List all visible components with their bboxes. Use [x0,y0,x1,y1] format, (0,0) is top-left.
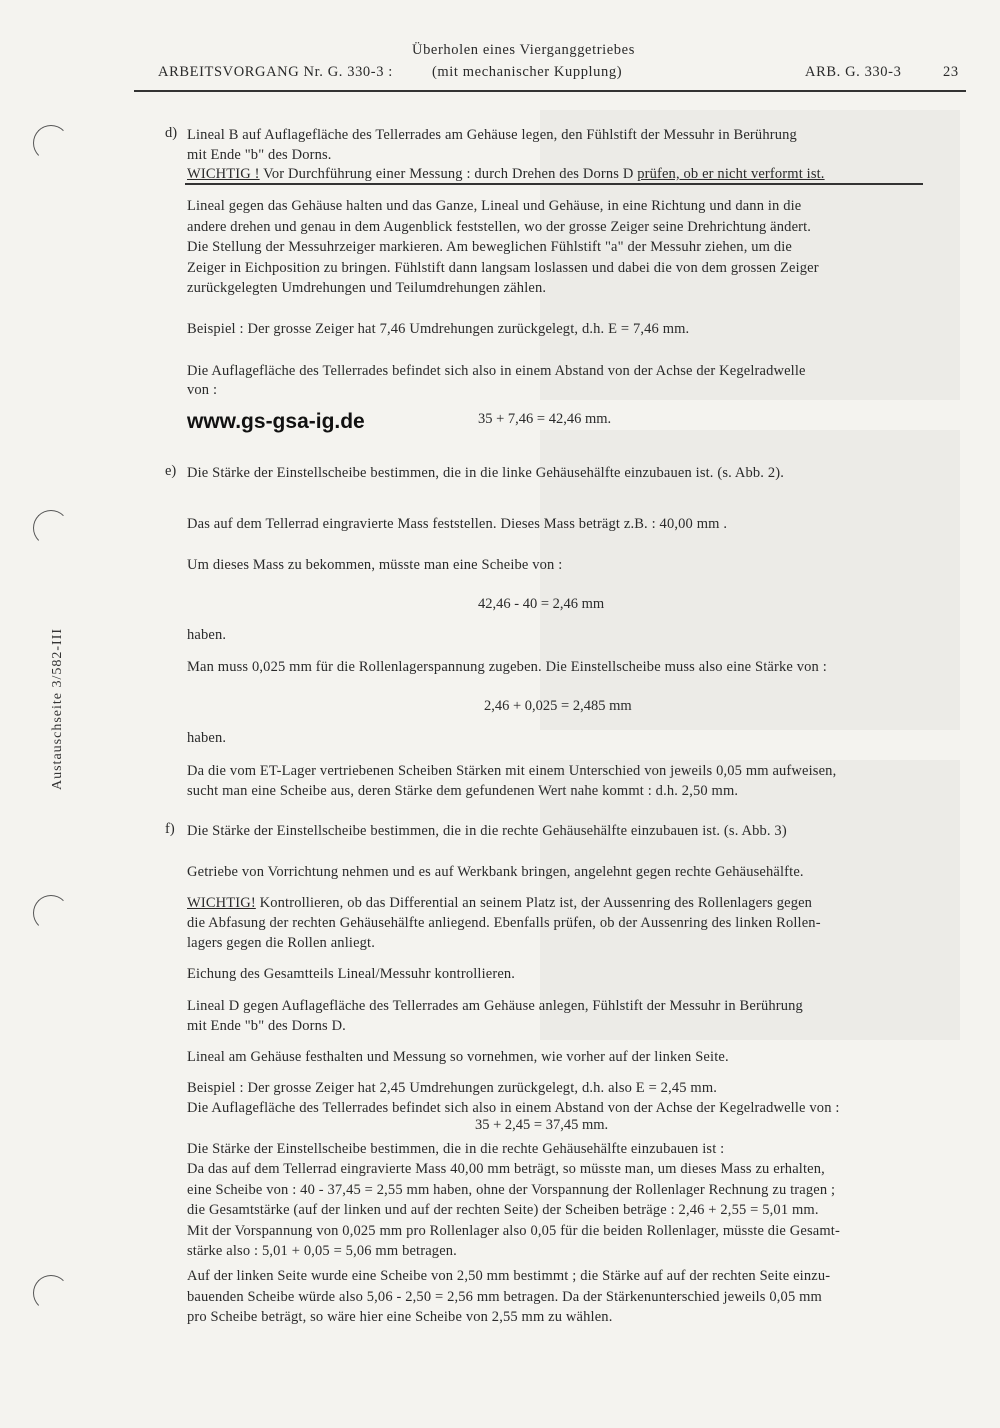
section-f-line2: Getriebe von Vorrichtung nehmen und es auf Werkbank bringen, angelehnt gegen rechte Gehäusehälfte. [187,864,804,880]
section-e-line5-l2: sucht man eine Scheibe aus, deren Stärke dem gefundenen Wert nahe kommt : d.h. 2,50 mm. [187,783,739,799]
warning-text-underlined: prüfen, ob er nicht verformt ist. [637,166,825,182]
section-e-formula1: 42,46 - 40 = 2,46 mm [478,596,605,612]
section-e-line3: Um dieses Mass zu bekommen, müsste man eine Scheibe von : [187,557,563,573]
section-f-warning-l2: die Abfasung der rechten Gehäusehälfte anliegend. Ebenfalls prüfen, ob der Aussenring des linken Rollen- [187,915,821,931]
section-f-line8: Da das auf dem Tellerrad eingravierte Mass 40,00 mm beträgt, so müsste man, um dieses Mass zu erhalten, [187,1161,825,1177]
section-f-formula: 35 + 2,45 = 37,45 mm. [475,1117,609,1133]
watermark-url: www.gs-gsa-ig.de [187,410,365,433]
section-f-line12: stärke also : 5,01 + 0,05 = 5,06 mm betragen. [187,1243,457,1259]
section-d-warning [187,164,962,184]
section-f-line7: Die Stärke der Einstellscheibe bestimmen, die in die rechte Gehäusehälfte einzubauen ist : [187,1141,725,1157]
section-d-para3-l2: von : [187,382,218,398]
side-text: Austauschseite 3/582-III [50,627,65,790]
section-f-example: Beispiel : Der grosse Zeiger hat 2,45 Umdrehungen zurückgelegt, d.h. also E = 2,45 mm. [187,1080,718,1096]
punch-hole [33,895,69,931]
warning-rule [185,183,923,185]
section-d-para2-l2: andere drehen und genau in dem Augenblick feststellen, wo der grosse Zeiger seine Drehrichtung ändert. [187,219,812,235]
section-f-line11: Mit der Vorspannung von 0,025 mm pro Rollenlager also 0,05 für die beiden Rollenlager, müsste die Gesamt- [187,1223,840,1239]
section-d-para2-l3: Die Stellung der Messuhrzeiger markieren. Am beweglichen Fühlstift "a" der Messuhr ziehen, um die [187,239,793,255]
section-e-line1: Die Stärke der Einstellscheibe bestimmen, die in die linke Gehäusehälfte einzubauen ist. (s. Abb. 2). [187,465,784,481]
header-title-line1: Überholen eines Vierganggetriebes [412,42,635,58]
warning-label: WICHTIG! [187,895,256,911]
section-d-para2-l1: Lineal gegen das Gehäuse halten und das Ganze, Lineal und Gehäuse, in eine Richtung und dann in die [187,198,802,214]
section-f-line15: pro Scheibe beträgt, so wäre hier eine Scheibe von 2,55 mm zu wählen. [187,1309,613,1325]
warning-text: Vor Durchführung einer Messung : durch Drehen des Dorns D [259,166,638,182]
page-number: 23 [943,64,959,80]
section-d-label: d) [165,125,178,141]
punch-hole [33,510,69,546]
section-e-line4: Man muss 0,025 mm für die Rollenlagerspannung zugeben. Die Einstellscheibe muss also eine Stärke von : [187,659,827,675]
section-d-para1-line1: Lineal B auf Auflagefläche des Tellerrades am Gehäuse legen, den Fühlstift der Messuhr in Berührung [187,127,797,143]
section-e-haben2: haben. [187,730,227,746]
section-f-label: f) [165,821,175,837]
section-e-line2: Das auf dem Tellerrad eingravierte Mass feststellen. Dieses Mass beträgt z.B. : 40,00 mm . [187,516,728,532]
section-d-example: Beispiel : Der grosse Zeiger hat 7,46 Umdrehungen zurückgelegt, d.h. E = 7,46 mm. [187,321,690,337]
section-f-warning-l1 [187,893,962,913]
section-f-line6: Die Auflagefläche des Tellerrades befindet sich also in einem Abstand von der Achse der Kegelradwelle von : [187,1100,840,1116]
section-e-line5-l1: Da die vom ET-Lager vertriebenen Scheiben Stärken mit einem Unterschied von jeweils 0,05 mm aufweisen, [187,763,837,779]
header-right: ARB. G. 330-3 [805,64,902,80]
header-rule [134,90,966,92]
section-f-warning-l3: lagers gegen die Rollen anliegt. [187,935,376,951]
warning-text: Kontrollieren, ob das Differential an seinem Platz ist, der Aussenring des Rollenlagers gegen [255,895,813,911]
section-d-para3-l1: Die Auflagefläche des Tellerrades befindet sich also in einem Abstand von der Achse der Kegelradwelle [187,363,806,379]
punch-hole [33,1275,69,1311]
section-f-line5: Lineal am Gehäuse festhalten und Messung so vornehmen, wie vorher auf der linken Seite. [187,1049,729,1065]
section-f-line13: Auf der linken Seite wurde eine Scheibe von 2,50 mm bestimmt ; die Stärke auf auf der rechten Seite einzu- [187,1268,831,1284]
header-title-line2: (mit mechanischer Kupplung) [432,64,623,80]
section-d-para1-line2: mit Ende "b" des Dorns. [187,147,332,163]
section-f-line9: eine Scheibe von : 40 - 37,45 = 2,55 mm haben, ohne der Vorspannung der Rollenlager Rechnung zu tragen ; [187,1182,836,1198]
warning-label: WICHTIG ! [187,166,260,182]
section-e-label: e) [165,463,177,479]
punch-hole [33,125,69,161]
section-f-line4-l2: mit Ende "b" des Dorns D. [187,1018,346,1034]
section-f-line4-l1: Lineal D gegen Auflagefläche des Tellerrades am Gehäuse anlegen, Fühlstift der Messuhr in Berührung [187,998,803,1014]
section-e-formula2: 2,46 + 0,025 = 2,485 mm [484,698,632,714]
section-d-formula: 35 + 7,46 = 42,46 mm. [478,411,612,427]
section-f-line3: Eichung des Gesamtteils Lineal/Messuhr kontrollieren. [187,966,516,982]
section-f-line1: Die Stärke der Einstellscheibe bestimmen, die in die rechte Gehäusehälfte einzubauen ist. (s. Abb. 3) [187,823,787,839]
section-d-para2-l4: Zeiger in Eichposition zu bringen. Fühlstift dann langsam loslassen und dabei die von dem grossen Zeiger [187,260,819,276]
section-e-haben1: haben. [187,627,227,643]
header-left: ARBEITSVORGANG Nr. G. 330-3 : [158,64,393,80]
section-f-line10: die Gesamtstärke (auf der linken und auf der rechten Seite) der Scheiben beträge : 2,46 + 2,55 = 5,01 mm. [187,1202,819,1218]
section-f-line14: bauenden Scheibe würde also 5,06 - 2,50 = 2,56 mm betragen. Da der Stärkenunterschied jeweils 0,05 mm [187,1289,822,1305]
section-d-para2-l5: zurückgelegten Umdrehungen und Teilumdrehungen zählen. [187,280,547,296]
